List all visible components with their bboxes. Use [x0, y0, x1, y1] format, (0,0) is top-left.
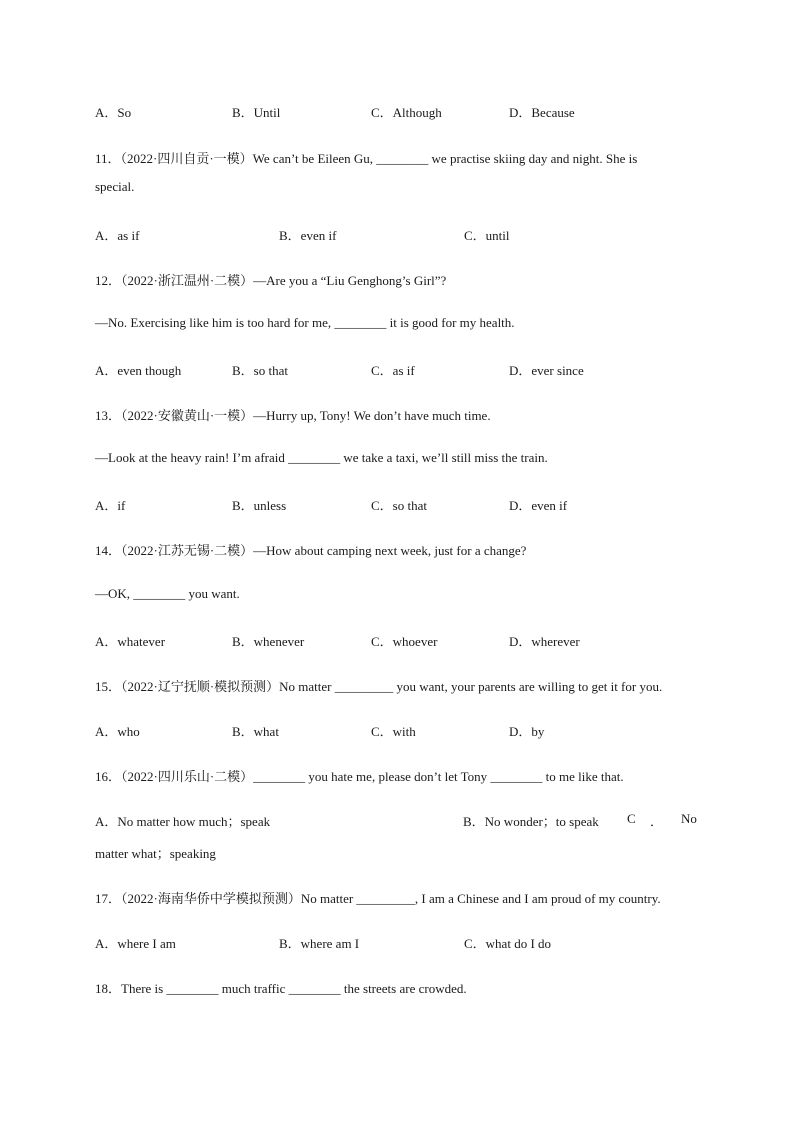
q15-option-d: D．by: [509, 724, 545, 739]
q17-option-a: A．where I am: [95, 936, 176, 951]
q16-option-a: A．No matter how much；speak: [95, 814, 271, 829]
q14-option-a: A．whatever: [95, 634, 166, 649]
q14-option-c: C．whoever: [371, 634, 438, 649]
q11-option-b: B．even if: [279, 228, 337, 243]
q13-option-c: C．so that: [371, 498, 427, 513]
q14-stem: 14．（2022·江苏无锡·二模）—How about camping next week, just for a change?: [95, 543, 527, 558]
q16-option-b: B．No wonder；to speak: [463, 814, 599, 829]
q11-stem-cont: special.: [95, 179, 135, 194]
q18-stem: 18．There is ________ much traffic ________ the streets are crowded.: [95, 981, 467, 996]
q15-option-c: C．with: [371, 724, 416, 739]
q17-option-c: C．what do I do: [464, 936, 552, 951]
q12-dialogue: —No. Exercising like him is too hard for me, ________ it is good for my health.: [95, 315, 515, 330]
q13-option-d: D．even if: [509, 498, 568, 513]
q12-option-c: C．as if: [371, 363, 415, 378]
q13-dialogue: —Look at the heavy rain! I’m afraid ________ we take a taxi, we’ll still miss the train.: [95, 450, 548, 465]
q16-option-c-cont: matter what；speaking: [95, 846, 216, 861]
q16-stem: 16．（2022·四川乐山·二模）________ you hate me, please don’t let Tony ________ to me like that.: [95, 769, 624, 784]
q13-option-b: B．unless: [232, 498, 287, 513]
q12-stem: 12．（2022·浙江温州·二模）—Are you a “Liu Genghong’s Girl”?: [95, 273, 447, 288]
q15-option-a: A．who: [95, 724, 140, 739]
q17-option-b: B．where am I: [279, 936, 360, 951]
q10-option-b: B．Until: [232, 105, 281, 120]
q10-option-d: D．Because: [509, 105, 575, 120]
q10-option-c: C．Although: [371, 105, 442, 120]
q16-option-c-dot: ．: [650, 814, 664, 829]
q11-option-a: A．as if: [95, 228, 140, 243]
q14-option-b: B．whenever: [232, 634, 305, 649]
q12-option-a: A．even though: [95, 363, 182, 378]
q17-stem: 17．（2022·海南华侨中学模拟预测）No matter _________, I am a Chinese and I am proud of my country.: [95, 891, 661, 906]
q15-stem: 15．（2022·辽宁抚顺·模拟预测）No matter _________ you want, your parents are willing to get it for you.: [95, 679, 663, 694]
q11-stem: 11．（2022·四川自贡·一模）We can’t be Eileen Gu, ________ we practise skiing day and night. She is: [95, 151, 638, 166]
q14-option-d: D．wherever: [509, 634, 580, 649]
q12-option-d: D．ever since: [509, 363, 584, 378]
q15-option-b: B．what: [232, 724, 279, 739]
q13-stem: 13．（2022·安徽黄山·一模）—Hurry up, Tony! We don’t have much time.: [95, 408, 491, 423]
q10-option-a: A．So: [95, 105, 132, 120]
q16-option-c-text: No: [681, 811, 697, 826]
q13-option-a: A．if: [95, 498, 126, 513]
q12-option-b: B．so that: [232, 363, 288, 378]
q14-dialogue: —OK, ________ you want.: [95, 586, 240, 601]
q16-option-c-letter: C: [627, 811, 636, 826]
q11-option-c: C．until: [464, 228, 510, 243]
